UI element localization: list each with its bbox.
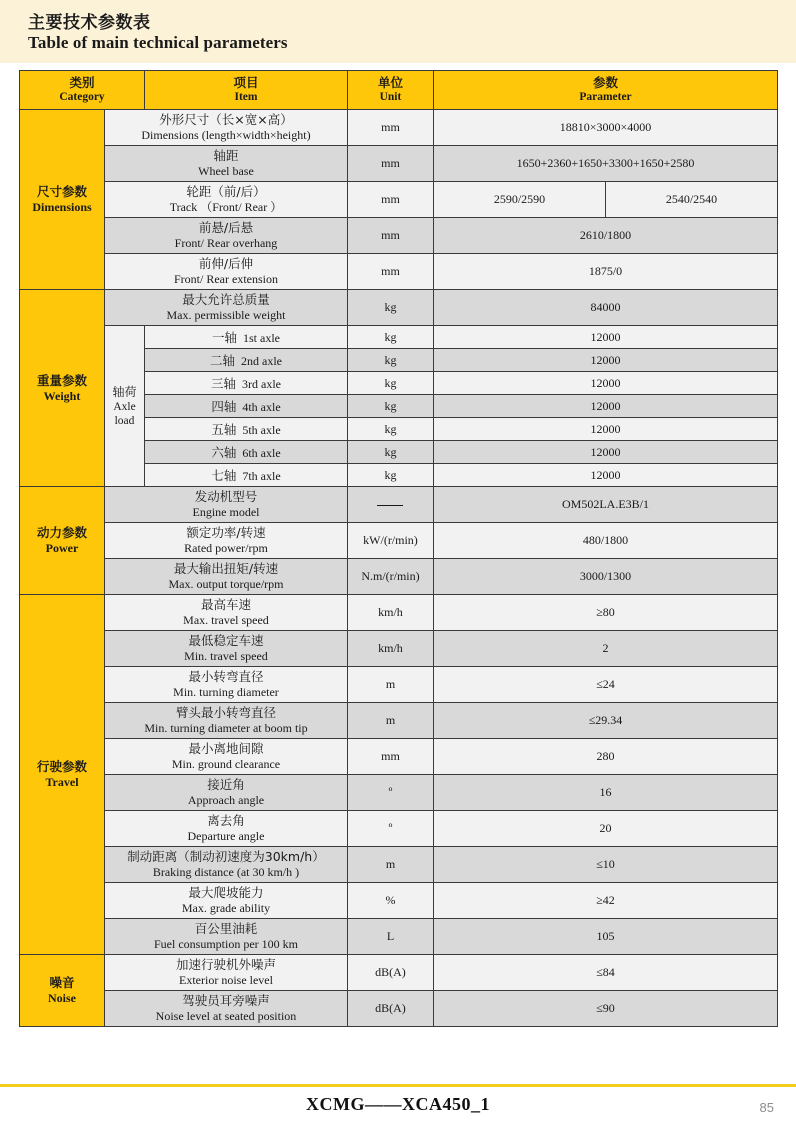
parameter-cell: ≤24 [433, 667, 777, 703]
category-cell-travel [20, 595, 105, 955]
item-label-cn: 二轴 [209, 353, 235, 368]
item-label-cn: 最小转弯直径 [188, 669, 264, 684]
parameter-cell: 18810×3000×4000 [433, 110, 777, 146]
parameter-cell: 105 [433, 919, 777, 955]
item-cell [105, 182, 348, 218]
parameter-cell: OM502LA.E3B/1 [433, 487, 777, 523]
item-label-cn: 五轴 [211, 422, 237, 437]
item-label-cn: 三轴 [210, 376, 236, 391]
item-label-cn: 四轴 [211, 399, 237, 414]
parameter-cell: ≥80 [433, 595, 777, 631]
item-cell [105, 667, 348, 703]
unit-cell: kg [347, 372, 433, 395]
table-row [20, 559, 778, 595]
parameter-cell: 20 [433, 811, 777, 847]
item-label-cn: 外形尺寸（长×宽×高） [159, 112, 293, 127]
item-label-en: Fuel consumption per 100 km [153, 937, 298, 951]
header-parameter [433, 71, 777, 110]
item-label-en: Engine model [192, 505, 260, 519]
unit-cell: N.m/(r/min) [347, 559, 433, 595]
table-row [20, 811, 778, 847]
table-row [20, 919, 778, 955]
footer-divider [0, 1084, 796, 1087]
category-label-cn: 尺寸参数 [36, 184, 87, 199]
item-label-cn: 发动机型号 [194, 489, 258, 504]
item-cell [105, 218, 348, 254]
unit-cell: dB(A) [347, 991, 433, 1027]
header-category-en: Category [59, 91, 105, 103]
page-title-cn: 主要技术参数表 [28, 13, 151, 33]
table-row [20, 487, 778, 523]
header-parameter-cn: 参数 [592, 75, 618, 90]
category-label-cn: 重量参数 [36, 372, 87, 388]
unit-cell: mm [347, 146, 433, 182]
category-cell-weight [20, 290, 105, 487]
item-label-cn: 制动距离（制动初速度为30km/h） [127, 849, 325, 864]
category-label-en: Dimensions [32, 200, 92, 214]
item-label-en: Min. turning diameter [173, 685, 279, 699]
parameter-cell: 12000 [433, 418, 777, 441]
item-cell [105, 847, 348, 883]
table-row [20, 955, 778, 991]
unit-cell: kg [347, 349, 433, 372]
item-label-cn: 最小离地间隙 [188, 741, 264, 756]
category-cell-power [20, 487, 105, 595]
item-label-cn: 驾驶员耳旁噪声 [182, 993, 270, 1008]
table-row [20, 218, 778, 254]
page-number: 85 [759, 1100, 774, 1115]
parameter-cell: 84000 [433, 290, 777, 326]
table-row [20, 847, 778, 883]
unit-cell: kg [347, 464, 433, 487]
table-row [20, 667, 778, 703]
item-cell [105, 110, 348, 146]
parameter-cell: 12000 [433, 349, 777, 372]
item-label-en: 2nd axle [241, 354, 282, 368]
parameter-cell-front: 2590/2590 [433, 182, 605, 218]
unit-cell: º [347, 775, 433, 811]
item-label-cn: 离去角 [207, 813, 245, 828]
unit-cell: mm [347, 254, 433, 290]
table-row [20, 290, 778, 326]
unit-cell: m [347, 703, 433, 739]
table-row [20, 991, 778, 1027]
item-cell [105, 739, 348, 775]
item-label-cn: 前悬/后悬 [198, 220, 254, 235]
unit-cell: kg [347, 326, 433, 349]
header-unit [347, 71, 433, 110]
item-cell [105, 703, 348, 739]
category-cell-dimensions [20, 110, 105, 290]
item-label-en: Max. grade ability [181, 901, 271, 915]
item-label-en: Noise level at seated position [155, 1009, 297, 1023]
parameter-cell: 280 [433, 739, 777, 775]
unit-cell: km/h [347, 631, 433, 667]
category-label-cn: 动力参数 [36, 525, 87, 540]
unit-cell: L [347, 919, 433, 955]
item-cell [145, 418, 348, 441]
parameter-cell: 12000 [433, 464, 777, 487]
parameter-cell: 480/1800 [433, 523, 777, 559]
table-row [20, 595, 778, 631]
table-row [20, 254, 778, 290]
parameter-cell: ≤29.34 [433, 703, 777, 739]
item-label-cn: 前伸/后伸 [198, 256, 254, 271]
item-cell [105, 290, 348, 326]
parameter-cell: 1650+2360+1650+3300+1650+2580 [433, 146, 777, 182]
item-label-cn: 最低稳定车速 [188, 633, 264, 648]
item-cell [105, 811, 348, 847]
item-cell [145, 441, 348, 464]
item-label-en: Approach angle [187, 793, 265, 807]
item-label-cn: 七轴 [211, 468, 237, 483]
category-label-en: Power [45, 541, 79, 555]
parameter-cell: ≤90 [433, 991, 777, 1027]
item-label-en: Exterior noise level [179, 973, 273, 987]
item-label-cn: 百公里油耗 [194, 921, 258, 936]
item-label-en: Departure angle [187, 829, 265, 843]
item-label-en: 7th axle [242, 469, 281, 483]
parameter-cell: 12000 [433, 395, 777, 418]
item-cell [105, 523, 348, 559]
category-label-en: Noise [48, 991, 76, 1005]
table-header-row [20, 71, 778, 110]
item-label-cn: 最高车速 [200, 597, 251, 612]
item-label-en: 4th axle [242, 400, 281, 414]
table-row [20, 703, 778, 739]
parameter-cell: ≤84 [433, 955, 777, 991]
subgroup-axle-load [105, 326, 145, 487]
item-label-en: Front/ Rear overhang [174, 236, 278, 250]
parameter-cell: 3000/1300 [433, 559, 777, 595]
item-cell [105, 595, 348, 631]
unit-cell: mm [347, 218, 433, 254]
parameter-cell: 2610/1800 [433, 218, 777, 254]
unit-cell: º [347, 811, 433, 847]
table-row [20, 631, 778, 667]
item-label-cn: 轴距 [213, 148, 239, 163]
parameter-cell: 12000 [433, 372, 777, 395]
item-label-en: Rated power/rpm [184, 541, 268, 555]
page-title-en: Table of main technical parameters [28, 33, 288, 52]
header-unit-cn: 单位 [377, 75, 403, 90]
item-cell [105, 254, 348, 290]
main-technical-parameters-table [19, 70, 778, 1027]
unit-cell: km/h [347, 595, 433, 631]
item-label-en: 6th axle [242, 446, 281, 460]
item-label-en: Wheel base [198, 164, 254, 178]
unit-cell: m [347, 847, 433, 883]
parameter-cell: 12000 [433, 326, 777, 349]
category-label-en: Travel [45, 775, 79, 789]
parameter-cell: ≥42 [433, 883, 777, 919]
unit-cell: kg [347, 418, 433, 441]
table-row [20, 182, 778, 218]
header-item-en: Item [234, 91, 258, 103]
item-cell [145, 464, 348, 487]
table-row [20, 775, 778, 811]
category-label-en: Weight [43, 388, 81, 403]
unit-cell [347, 487, 433, 523]
header-category [20, 71, 145, 110]
item-cell [145, 326, 348, 349]
header-item [145, 71, 348, 110]
item-cell [105, 559, 348, 595]
item-label-en: Min. ground clearance [171, 757, 281, 771]
item-cell [105, 919, 348, 955]
header-parameter-en: Parameter [579, 91, 632, 103]
item-label-en: 3rd axle [242, 377, 281, 391]
category-cell-noise [20, 955, 105, 1027]
item-cell [145, 349, 348, 372]
parameter-cell-rear: 2540/2540 [605, 182, 777, 218]
table-row [20, 883, 778, 919]
item-label-cn: 轮距（前/后） [186, 184, 266, 199]
parameter-cell: ≤10 [433, 847, 777, 883]
table-row [20, 146, 778, 182]
unit-cell: mm [347, 110, 433, 146]
item-label-en: Max. travel speed [183, 613, 269, 627]
title-banner [0, 0, 796, 63]
item-label-en: Min. travel speed [184, 649, 268, 663]
unit-cell: % [347, 883, 433, 919]
item-label-en: Braking distance (at 30 km/h ) [152, 865, 300, 879]
header-category-cn: 类别 [69, 75, 95, 90]
item-cell [105, 991, 348, 1027]
em-dash-icon [377, 505, 403, 506]
item-cell [105, 775, 348, 811]
unit-cell: kg [347, 395, 433, 418]
item-label-cn: 接近角 [207, 777, 245, 792]
category-label-cn: 行驶参数 [36, 759, 87, 774]
item-cell [105, 955, 348, 991]
subgroup-label-cn: 轴荷 [112, 385, 137, 399]
item-label-cn: 加速行驶机外噪声 [175, 957, 276, 972]
unit-cell: mm [347, 182, 433, 218]
parameter-cell: 2 [433, 631, 777, 667]
category-label-cn: 噪音 [49, 975, 75, 990]
item-label-en: Min. turning diameter at boom tip [144, 721, 308, 735]
unit-cell: kW/(r/min) [347, 523, 433, 559]
unit-cell: kg [347, 441, 433, 464]
table-row [20, 326, 778, 349]
item-label-en: 5th axle [242, 423, 281, 437]
table-row [20, 110, 778, 146]
unit-cell: kg [347, 290, 433, 326]
parameter-cell: 16 [433, 775, 777, 811]
item-cell [105, 146, 348, 182]
item-label-cn: 六轴 [211, 445, 237, 460]
item-label-en: Dimensions (length×width×height) [141, 128, 311, 142]
unit-cell: m [347, 667, 433, 703]
header-unit-en: Unit [379, 91, 402, 103]
item-label-cn: 臂头最小转弯直径 [175, 705, 276, 720]
unit-cell: dB(A) [347, 955, 433, 991]
item-cell [145, 395, 348, 418]
item-label-cn: 最大允许总质量 [182, 292, 270, 307]
item-cell [105, 883, 348, 919]
item-label-en: Front/ Rear extension [174, 272, 278, 286]
table-row [20, 523, 778, 559]
footer-model-label: XCMG——XCA450_1 [306, 1094, 490, 1114]
item-label-en: Track （Front/ Rear ） [169, 200, 283, 214]
item-cell [105, 487, 348, 523]
item-label-en: Max. permissible weight [166, 308, 286, 322]
item-label-cn: 最大爬坡能力 [188, 885, 264, 900]
parameter-cell: 12000 [433, 441, 777, 464]
item-cell [105, 631, 348, 667]
item-label-cn: 额定功率/转速 [186, 525, 266, 540]
header-item-cn: 项目 [233, 75, 259, 90]
subgroup-label-en: Axle load [113, 401, 136, 427]
unit-cell: mm [347, 739, 433, 775]
item-label-en: Max. output torque/rpm [168, 577, 284, 591]
item-label-cn: 最大输出扭矩/转速 [173, 561, 279, 576]
item-cell [145, 372, 348, 395]
item-label-en: 1st axle [243, 331, 280, 345]
table-row [20, 739, 778, 775]
parameter-cell: 1875/0 [433, 254, 777, 290]
item-label-cn: 一轴 [211, 330, 237, 345]
